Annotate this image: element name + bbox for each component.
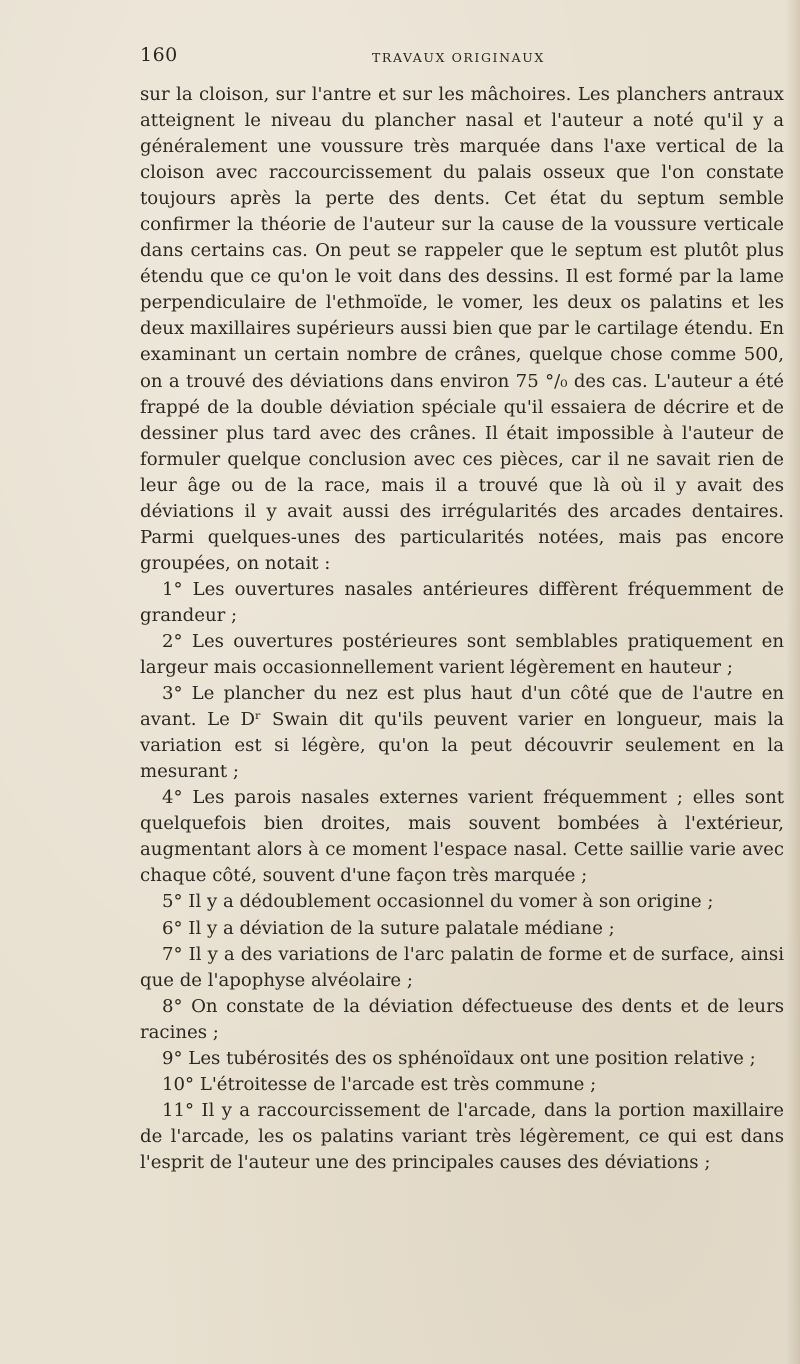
list-item: 3° Le plancher du nez est plus haut d'un côté que de l'autre en avant. Le Dʳ Swain dit qu'ils peuvent varier en longueur, mais la variation est si légère, qu'on la peut découvrir seulement en la mesurant ; xyxy=(140,683,784,783)
list-item: 5° Il y a dédoublement occasionnel du vomer à son origine ; xyxy=(162,891,714,913)
list-item: 6° Il y a déviation de la suture palatale médiane ; xyxy=(162,917,615,939)
list-item: 11° Il y a raccourcissement de l'arcade, dans la portion maxillaire de l'arcade, les os palatins variant très légèrement, ce qui est dans l'esprit de l'auteur une des principales causes des déviations ; xyxy=(140,1099,784,1173)
list-item: 7° Il y a des variations de l'arc palatin de forme et de surface, ainsi que de l'apophyse alvéolaire ; xyxy=(140,943,784,991)
page-number: 160 xyxy=(140,44,178,66)
list-item: 1° Les ouvertures nasales antérieures diffèrent fréquemment de grandeur ; xyxy=(140,578,784,626)
page-header xyxy=(140,44,780,76)
list-item: 8° On constate de la déviation défectueuse des dents et de leurs racines ; xyxy=(140,995,784,1043)
list-item: 10° L'étroitesse de l'arcade est très commune ; xyxy=(162,1073,597,1095)
body-text xyxy=(140,82,784,1176)
list-item: 9° Les tubérosités des os sphénoïdaux ont une position relative ; xyxy=(162,1047,756,1069)
intro-paragraph: sur la cloison, sur l'antre et sur les mâchoires. Les planchers antraux atteignent le niveau du plancher nasal et l'auteur a noté qu'il y a généralement une voussure très marquée dans l'axe vertical de la cloison avec raccourcissement du palais osseux que l'on constate toujours après la perte des dents. Cet état du septum semble confirmer la théorie de l'auteur sur la cause de la voussure verticale dans certains cas. On peut se rappeler que le septum est plutôt plus étendu que ce qu'on le voit dans des dessins. Il est formé par la lame perpendiculaire de l'ethmoïde, le vomer, les deux os palatins et les deux maxillaires supérieurs aussi bien que par le cartilage étendu. En examinant un certain nombre de crânes, quelque chose comme 500, on a trouvé des déviations dans environ 75 °/₀ des cas. L'auteur a été frappé de la double déviation spéciale qu'il essaiera de décrire et de dessiner plus tard avec des crânes. Il était impossible à l'auteur de formuler quelque conclusion avec ces pièces, car il ne savait rien de leur âge ou de la race, mais il a trouvé que là où il y avait des déviations il y avait aussi des irrégularités des arcades dentaires. Parmi quelques-unes des particularités notées, mais pas encore groupées, on notait : xyxy=(140,84,785,574)
list-item: 4° Les parois nasales externes varient fréquemment ; elles sont quelquefois bien droites, mais souvent bombées à l'extérieur, augmentant alors à ce moment l'espace nasal. Cette saillie varie avec chaque côté, souvent d'une façon très marquée ; xyxy=(140,787,784,887)
list-item: 2° Les ouvertures postérieures sont semblables pratiquement en largeur mais occasionnellement varient légèrement en hauteur ; xyxy=(140,630,784,679)
running-title: TRAVAUX ORIGINAUX xyxy=(372,50,545,65)
